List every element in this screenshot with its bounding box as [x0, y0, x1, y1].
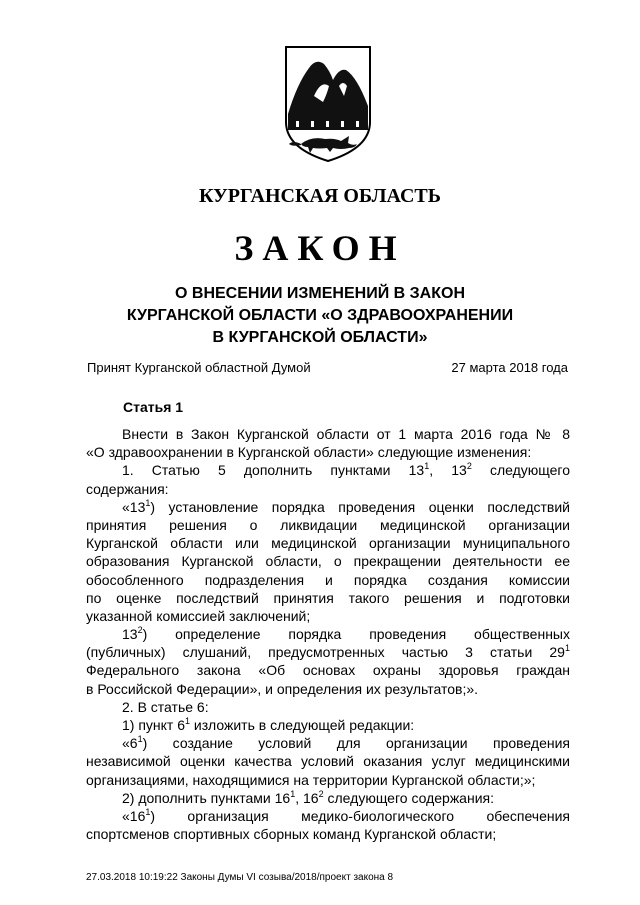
text-line: $13^2$) определение порядка проведения общественных [122, 625, 570, 643]
law-title-line: КУРГАНСКОЙ ОБЛАСТИ «О ЗДРАВООХРАНЕНИИ [126, 307, 514, 324]
text-line: по оценке последствий принятия такого решения и подготовки [86, 589, 570, 606]
text-line: принятия решения о ликвидации медицинской организации [86, 516, 570, 533]
law-title-line: В КУРГАНСКОЙ ОБЛАСТИ» [212, 329, 428, 346]
text-line: указанной комиссией заключений; [86, 607, 311, 624]
text-line: спортсменов спортивных сборных команд Курганской области; [86, 826, 497, 843]
document-type: ЗАКОН [234, 228, 406, 268]
law-title [0, 283, 640, 349]
text-line: (публичных) слушаний, предусмотренных частью 3 статьи $29^1$ [86, 643, 570, 661]
text-line: независимой оценки качества условий оказания услуг медицинскими [86, 753, 570, 770]
article-heading: Статья 1 [123, 399, 184, 415]
region-name: КУРГАНСКАЯ ОБЛАСТЬ [198, 185, 441, 207]
text-line: Федерального закона «Об основах охраны здоровья граждан [86, 662, 570, 679]
text-line: Внести в Закон Курганской области от 1 марта 2016 года № 8 [122, 426, 570, 442]
text-line: обособленного подразделения и порядка создания комиссии [86, 571, 570, 588]
text-line: организациями, находящимися на территории Курганской области;»; [86, 771, 536, 788]
text-line: «$16^1$) организация медико-биологического обеспечения [122, 806, 570, 824]
coat-of-arms-icon [283, 44, 373, 164]
text-line: образования Курганской области, о прекращении деятельности ее [86, 553, 570, 570]
article-body [86, 425, 570, 843]
adopted-by: Принят Курганской областной Думой [87, 360, 311, 375]
text-line: 2. В статье 6: [122, 698, 209, 715]
text-line: 1) пункт $6^1$ изложить в следующей редакции: [122, 716, 415, 733]
text-line: 1. Статью 5 дополнить пунктами $13^1$, $13^2$ следующего [122, 461, 570, 479]
adoption-date: 27 марта 2018 года [451, 360, 568, 375]
document-footer: 27.03.2018 10:19:22 Законы Думы VI созыва/2018/проект закона 8 [86, 872, 394, 883]
text-line: «О здравоохранении в Курганской области» следующие изменения: [86, 444, 532, 461]
text-line: Курганской области или медицинской организации муниципального [86, 535, 570, 552]
text-line: «$6^1$) создание условий для организации проведения [122, 734, 570, 752]
text-line: содержания: [86, 480, 169, 497]
text-line: 2) дополнить пунктами $16^1$, $16^2$ следующего содержания: [122, 788, 494, 806]
text-line: «$13^1$) установление порядка проведения оценки последствий [122, 497, 570, 515]
text-line: в Российской Федерации», и определения их результатов;». [86, 680, 479, 697]
law-title-line: О ВНЕСЕНИИ ИЗМЕНЕНИЙ В ЗАКОН [175, 285, 465, 302]
